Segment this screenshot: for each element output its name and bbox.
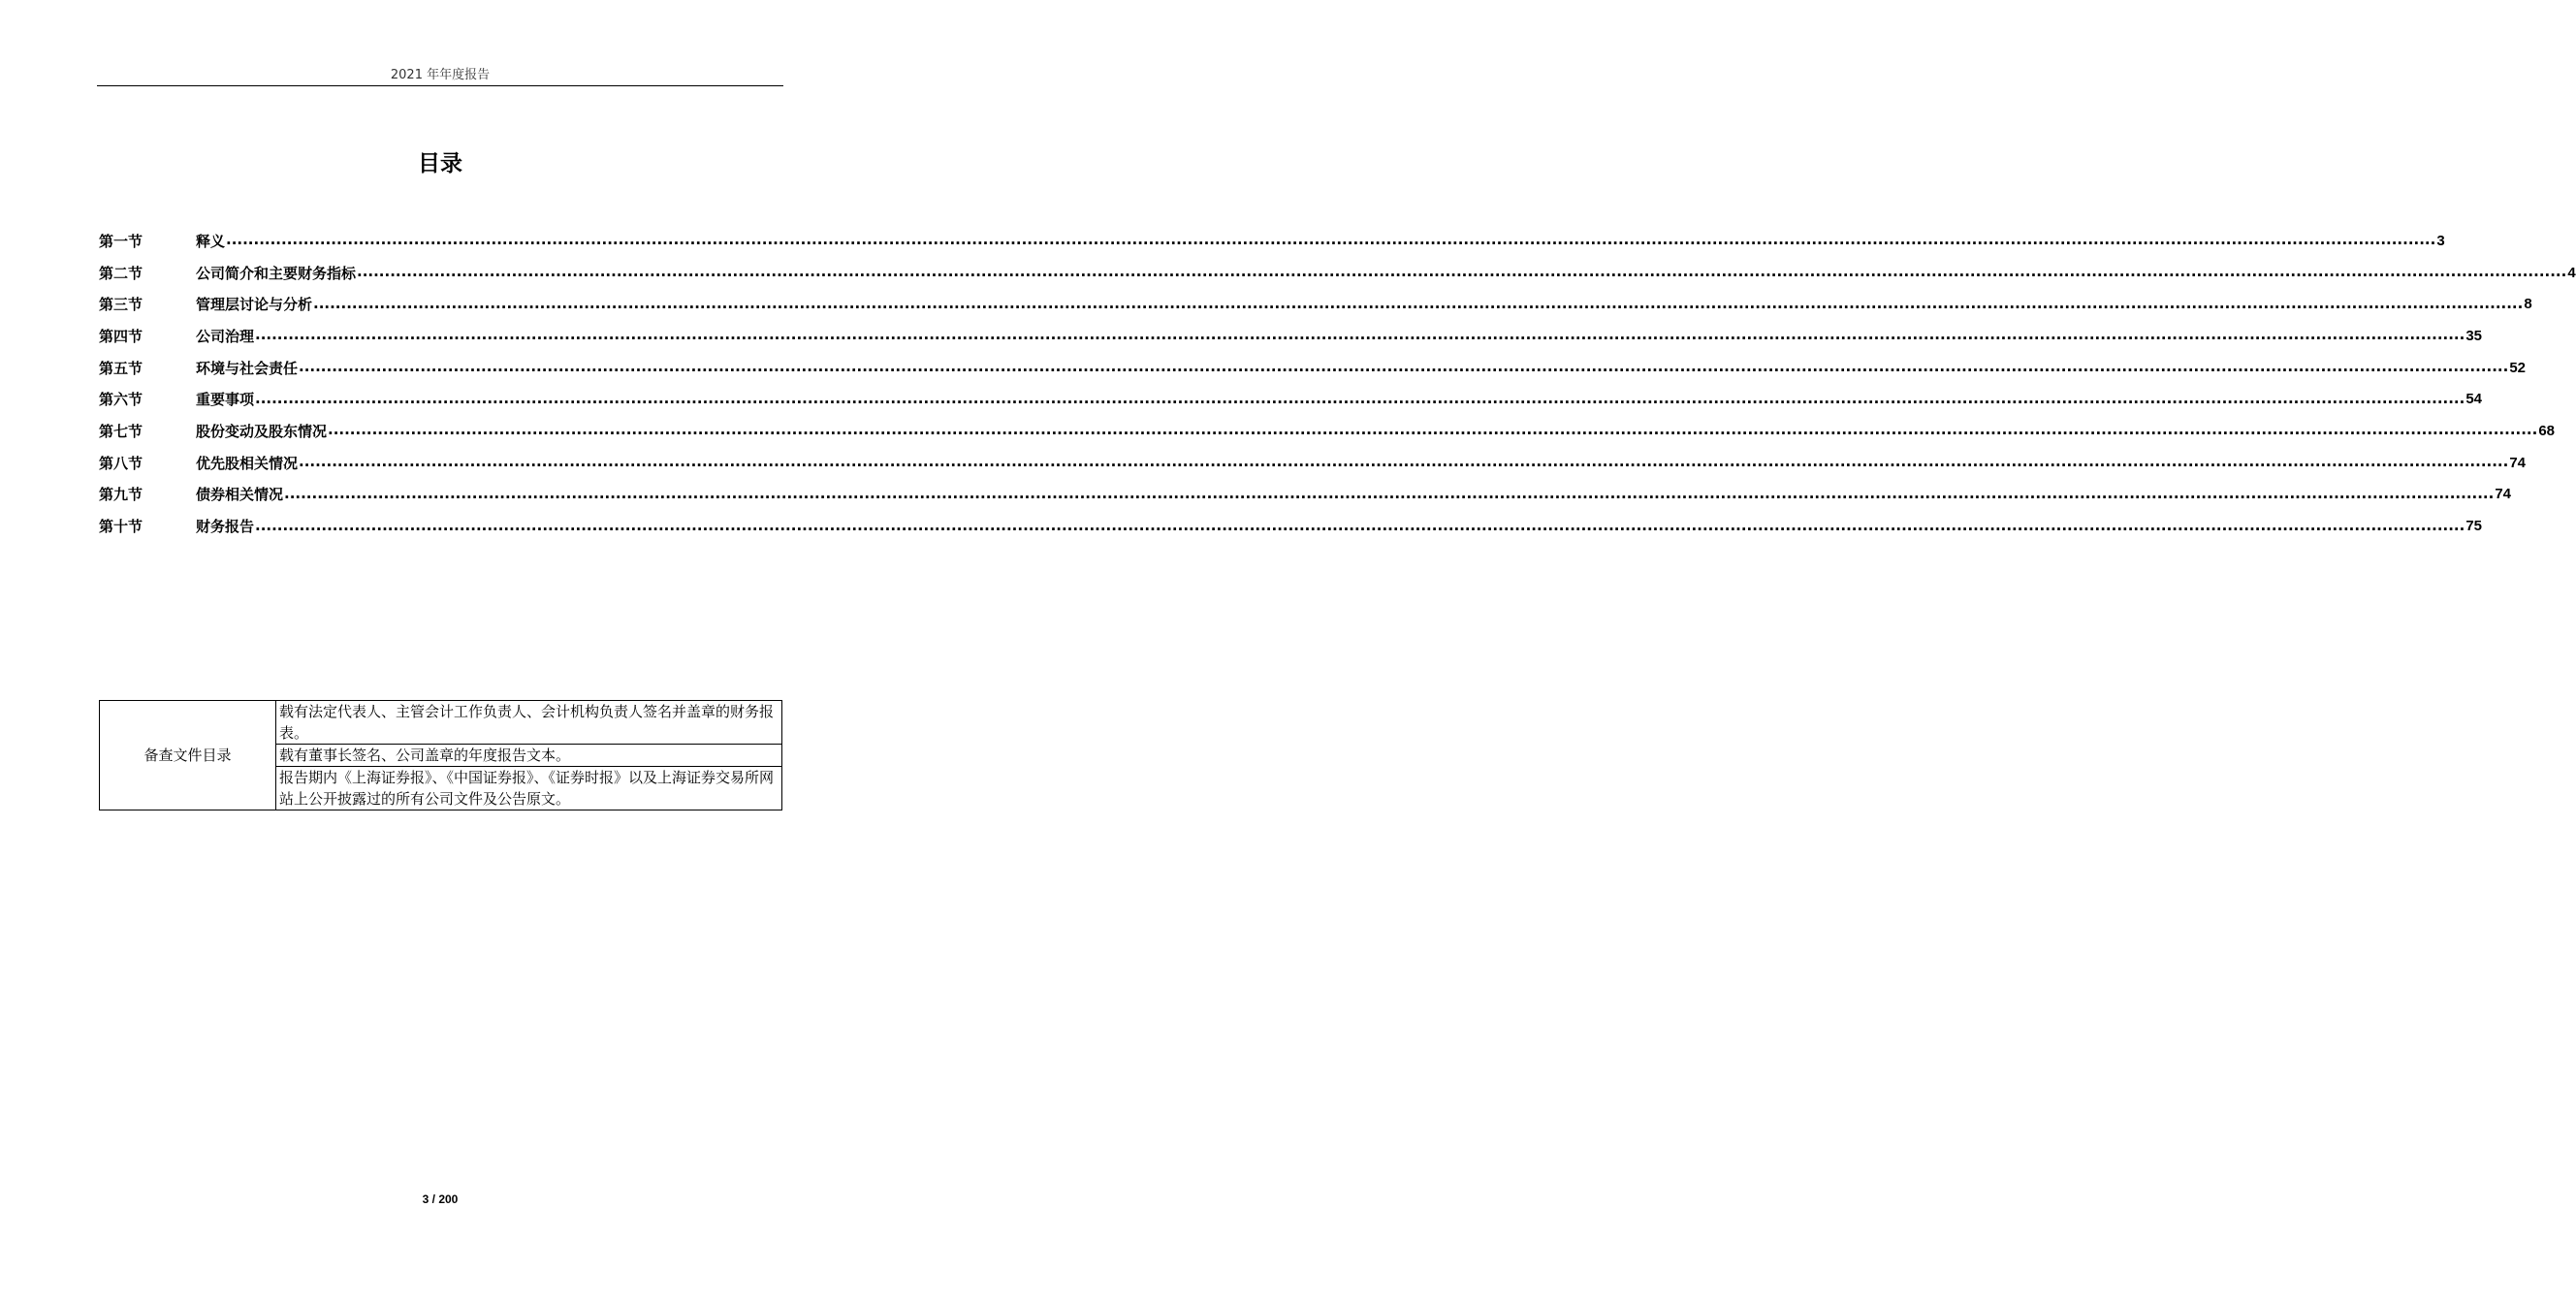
toc-section-title: 债券相关情况 [196,486,284,504]
toc-section-title: 重要事项 [196,391,255,409]
toc-page-number: 74 [2509,454,2526,471]
toc-page-number: 52 [2509,359,2526,376]
reference-document-item: 载有法定代表人、主管会计工作负责人、会计机构负责人签名并盖章的财务报表。 [276,701,782,745]
toc-section-title: 管理层讨论与分析 [196,296,313,314]
page-title: 目录 [418,151,462,176]
toc-page-number: 35 [2465,327,2482,344]
toc-section-title: 优先股相关情况 [196,454,299,472]
toc-page-number: 74 [2495,486,2511,503]
toc-entry[interactable] [99,510,2482,542]
toc-entry[interactable] [99,320,2482,352]
reference-documents-table [99,700,782,810]
toc-section-number: 第十节 [99,518,143,536]
reference-documents-label: 备查文件目录 [100,701,276,810]
reference-document-item: 载有董事长签名、公司盖章的年度报告文本。 [276,745,782,767]
table-of-contents [99,225,2576,542]
toc-section-number: 第九节 [99,486,143,504]
toc-section-number: 第八节 [99,454,143,472]
toc-leader-dots: ................................................................................................................................................................................................................................................................................................................................................................................................................ [226,231,2436,249]
table-row [100,701,782,745]
toc-section-title: 环境与社会责任 [196,359,299,377]
toc-section-number: 第二节 [99,264,143,282]
toc-entry[interactable] [99,288,2532,320]
toc-section-title: 财务报告 [196,518,255,536]
toc-section-number: 第七节 [99,422,143,440]
toc-leader-dots: ................................................................................................................................................................................................................................................................................................................................................................................................................ [328,421,2538,439]
toc-section-number: 第四节 [99,327,143,345]
toc-leader-dots: ................................................................................................................................................................................................................................................................................................................................................................................................................ [299,358,2509,376]
toc-section-title: 股份变动及股东情况 [196,422,328,440]
toc-page-number: 4 [2567,264,2576,281]
toc-page-number: 3 [2436,232,2445,249]
reference-document-item: 报告期内《上海证券报》、《中国证券报》、《证券时报》以及上海证券交易所网站上公开披露过的所有公司文件及公告原文。 [276,767,782,810]
toc-leader-dots: ................................................................................................................................................................................................................................................................................................................................................................................................................ [255,516,2465,534]
toc-leader-dots: ................................................................................................................................................................................................................................................................................................................................................................................................................ [255,389,2465,407]
toc-section-title: 公司治理 [196,327,255,345]
toc-entry[interactable] [99,225,2445,257]
toc-section-number: 第三节 [99,296,143,314]
toc-entry[interactable] [99,479,2511,511]
toc-entry[interactable] [99,352,2526,384]
page-header: 2021 年年度报告 [390,68,491,82]
header-divider [97,85,783,86]
toc-leader-dots: ................................................................................................................................................................................................................................................................................................................................................................................................................ [299,453,2509,471]
toc-entry[interactable] [99,257,2576,289]
toc-leader-dots: ................................................................................................................................................................................................................................................................................................................................................................................................................ [255,326,2465,344]
toc-section-number: 第五节 [99,359,143,377]
toc-entry[interactable] [99,447,2526,479]
toc-page-number: 75 [2465,518,2482,535]
toc-leader-dots: ................................................................................................................................................................................................................................................................................................................................................................................................................ [357,263,2567,281]
toc-page-number: 68 [2538,422,2555,439]
toc-entry[interactable] [99,415,2555,447]
toc-page-number: 54 [2465,391,2482,408]
toc-section-title: 释义 [196,232,226,250]
toc-leader-dots: ................................................................................................................................................................................................................................................................................................................................................................................................................ [284,484,2495,502]
toc-section-number: 第六节 [99,391,143,409]
toc-entry[interactable] [99,383,2482,415]
toc-page-number: 8 [2524,296,2532,313]
toc-section-number: 第一节 [99,232,143,250]
toc-leader-dots: ................................................................................................................................................................................................................................................................................................................................................................................................................ [313,294,2524,312]
page-number: 3 / 200 [422,1192,459,1206]
toc-section-title: 公司简介和主要财务指标 [196,264,357,282]
